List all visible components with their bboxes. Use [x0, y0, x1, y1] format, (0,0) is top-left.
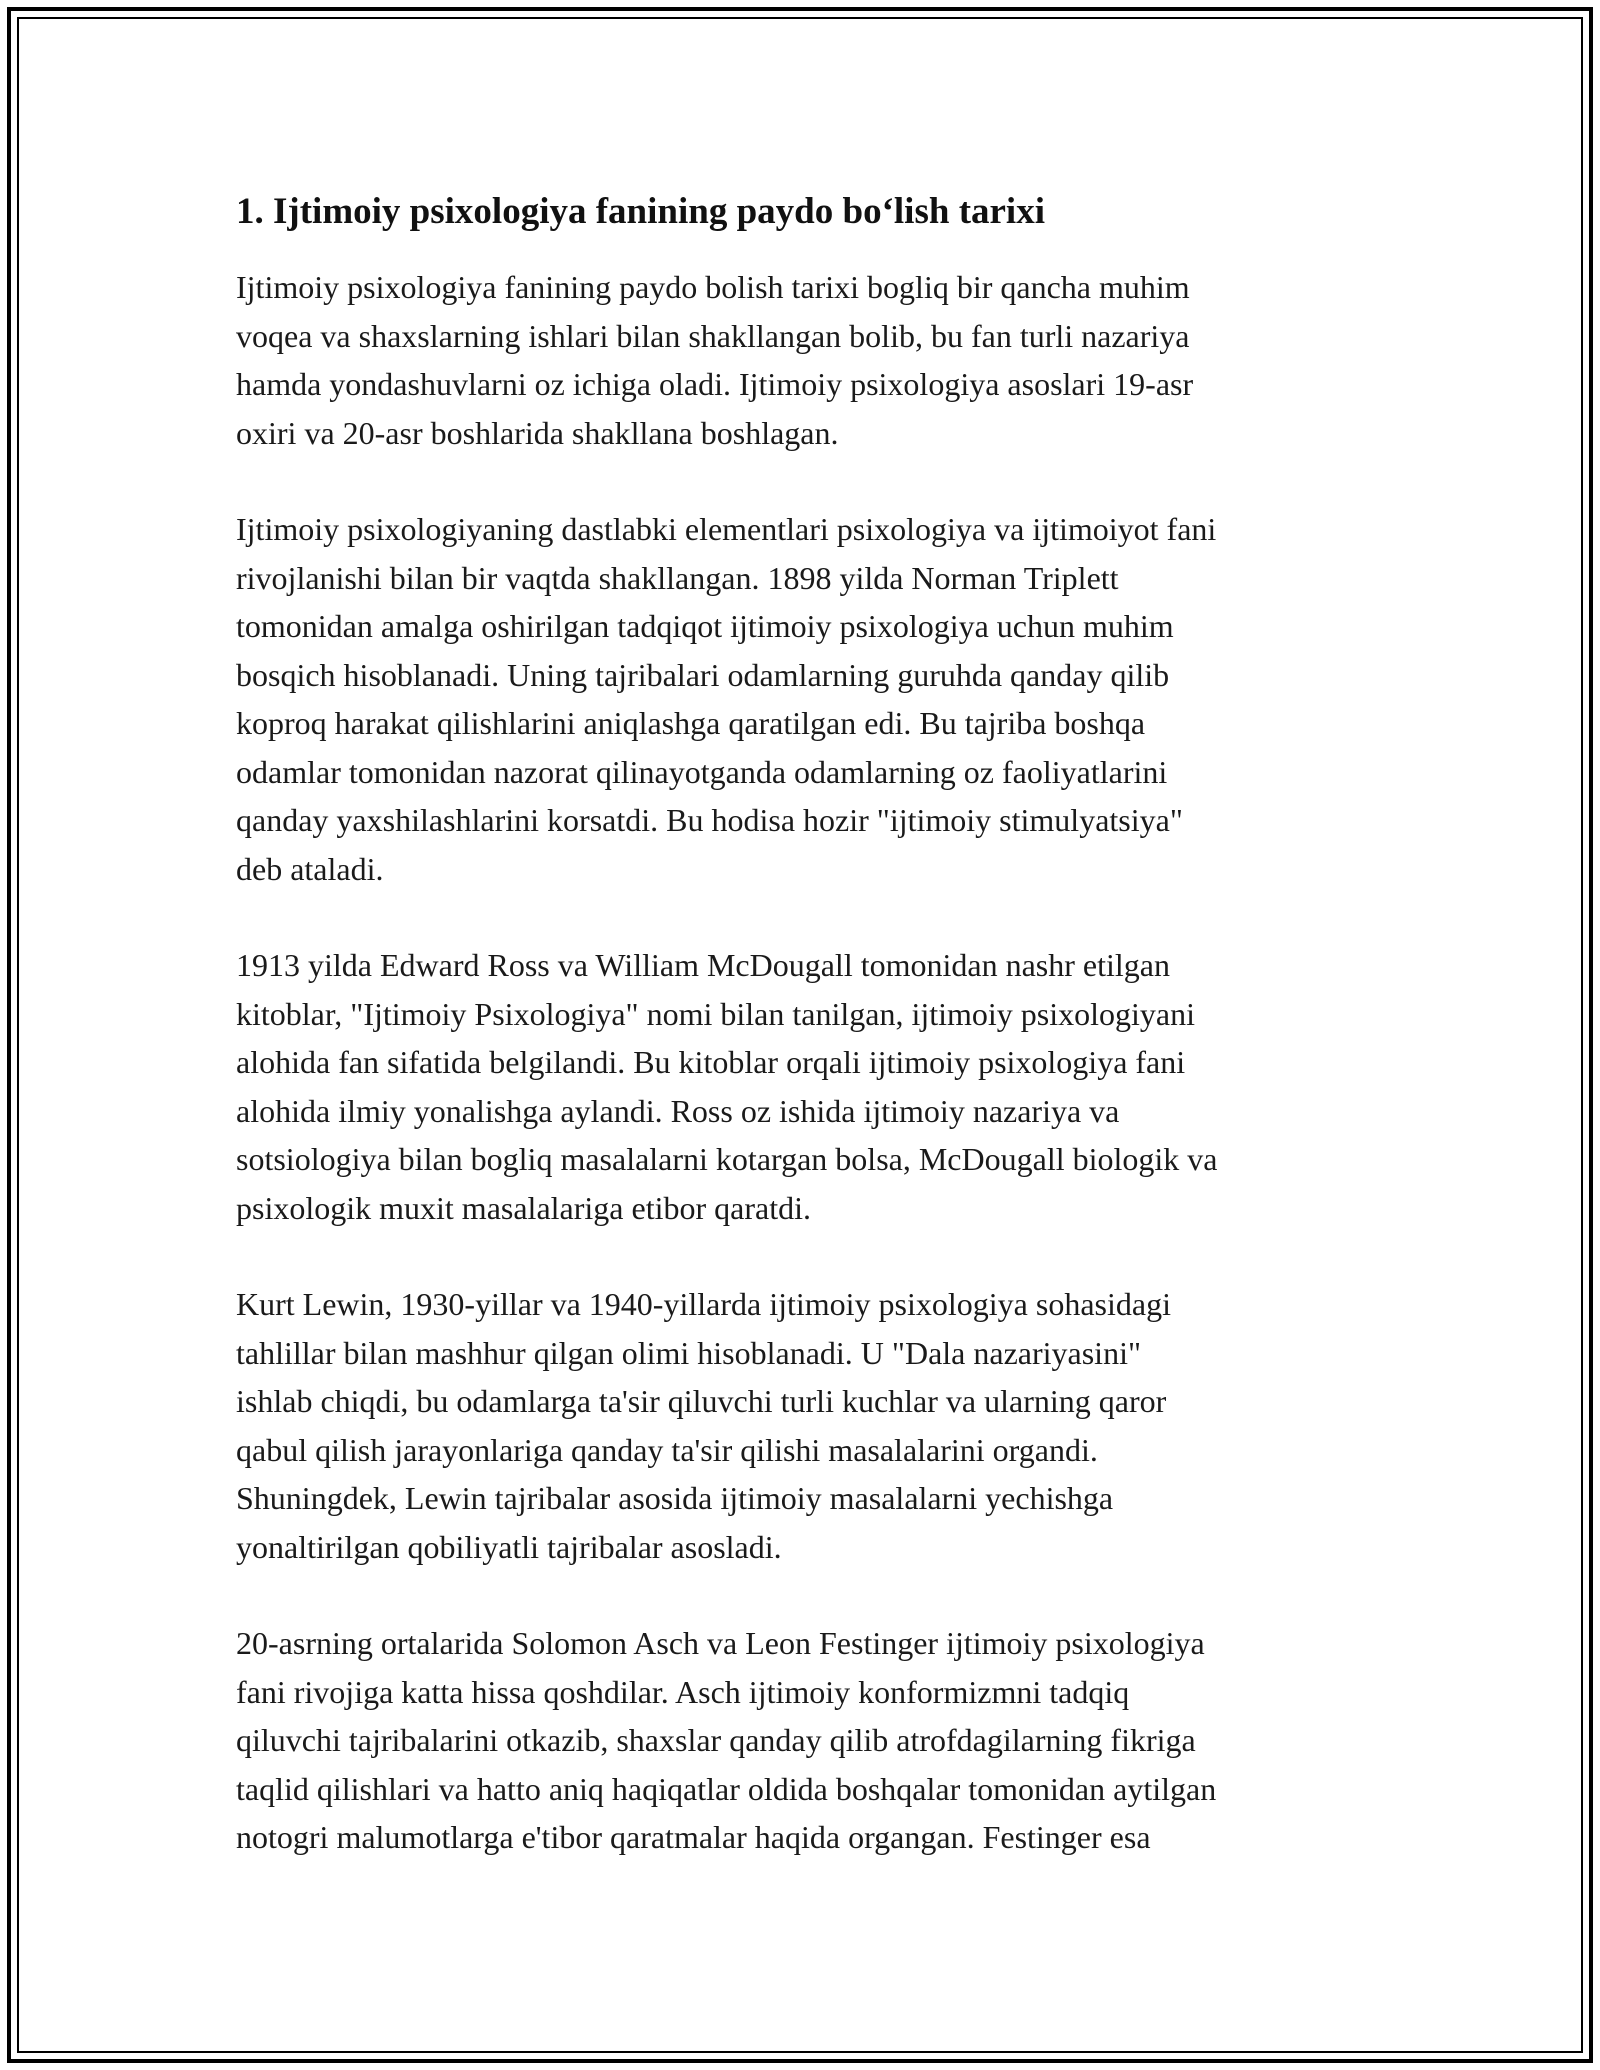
section-heading: 1. Ijtimoiy psixologiya fanining paydo bo‘lish tarixi [236, 191, 1045, 232]
paragraph-5: 20-asrning ortalarida Solomon Asch va Leon Festinger ijtimoiy psixologiya fani rivojiga katta hissa qoshdilar. Asch ijtimoiy konformizmni tadqiq qiluvchi tajribalarini otkazib, shaxslar qanday qilib atrofdagilarning fikriga taqlid qilishlari va hatto aniq haqiqatlar oldida boshqalar tomonidan aytilgan notogri malumotlarga e'tibor qaratmalar haqida organgan. Festinger esa [236, 1625, 1217, 1855]
paragraph-2: Ijtimoiy psixologiyaning dastlabki elementlari psixologiya va ijtimoiyot fani rivojlanishi bilan bir vaqtda shakllangan. 1898 yilda Norman Triplett tomonidan amalga oshirilgan tadqiqot ijtimoiy psixologiya uchun muhim bosqich hisoblanadi. Uning tajribalari odamlarning guruhda qanday qilib koproq harakat qilishlarini aniqlashga qaratilgan edi. Bu tajriba boshqa odamlar tomonidan nazorat qilinayotganda odamlarning oz faoliyatlarini qanday yaxshilashlarini korsatdi. Bu hodisa hozir "ijtimoiy stimulyatsiya" deb ataladi. [236, 511, 1217, 887]
paragraph-1: Ijtimoiy psixologiya fanining paydo bolish tarixi bogliq bir qancha muhim voqea va shaxslarning ishlari bilan shakllangan bolib, bu fan turli nazariya hamda yondashuvlarni oz ichiga oladi. Ijtimoiy psixologiya asoslari 19-asr oxiri va 20-asr boshlarida shakllana boshlagan. [236, 269, 1194, 451]
document-body [236, 185, 1376, 1910]
paragraph-3: 1913 yilda Edward Ross va William McDougall tomonidan nashr etilgan kitoblar, "Ijtimoiy Psixologiya" nomi bilan tanilgan, ijtimoiy psixologiyani alohida fan sifatida belgilandi. Bu kitoblar orqali ijtimoiy psixologiya fani alohida ilmiy yonalishga aylandi. Ross oz ishida ijtimoiy nazariya va sotsiologiya bilan bogliq masalalarni kotargan bolsa, McDougall biologik va psixologik muxit masalalariga etibor qaratdi. [236, 947, 1218, 1226]
paragraph-4: Kurt Lewin, 1930-yillar va 1940-yillarda ijtimoiy psixologiya sohasidagi tahlillar bilan mashhur qilgan olimi hisoblanadi. U "Dala nazariyasini" ishlab chiqdi, bu odamlarga ta'sir qiluvchi turli kuchlar va ularning qaror qabul qilish jarayonlariga qanday ta'sir qilishi masalalarini organdi. Shuningdek, Lewin tajribalar asosida ijtimoiy masalalarni yechishga yonaltirilgan qobiliyatli tajribalar asosladi. [236, 1286, 1171, 1565]
